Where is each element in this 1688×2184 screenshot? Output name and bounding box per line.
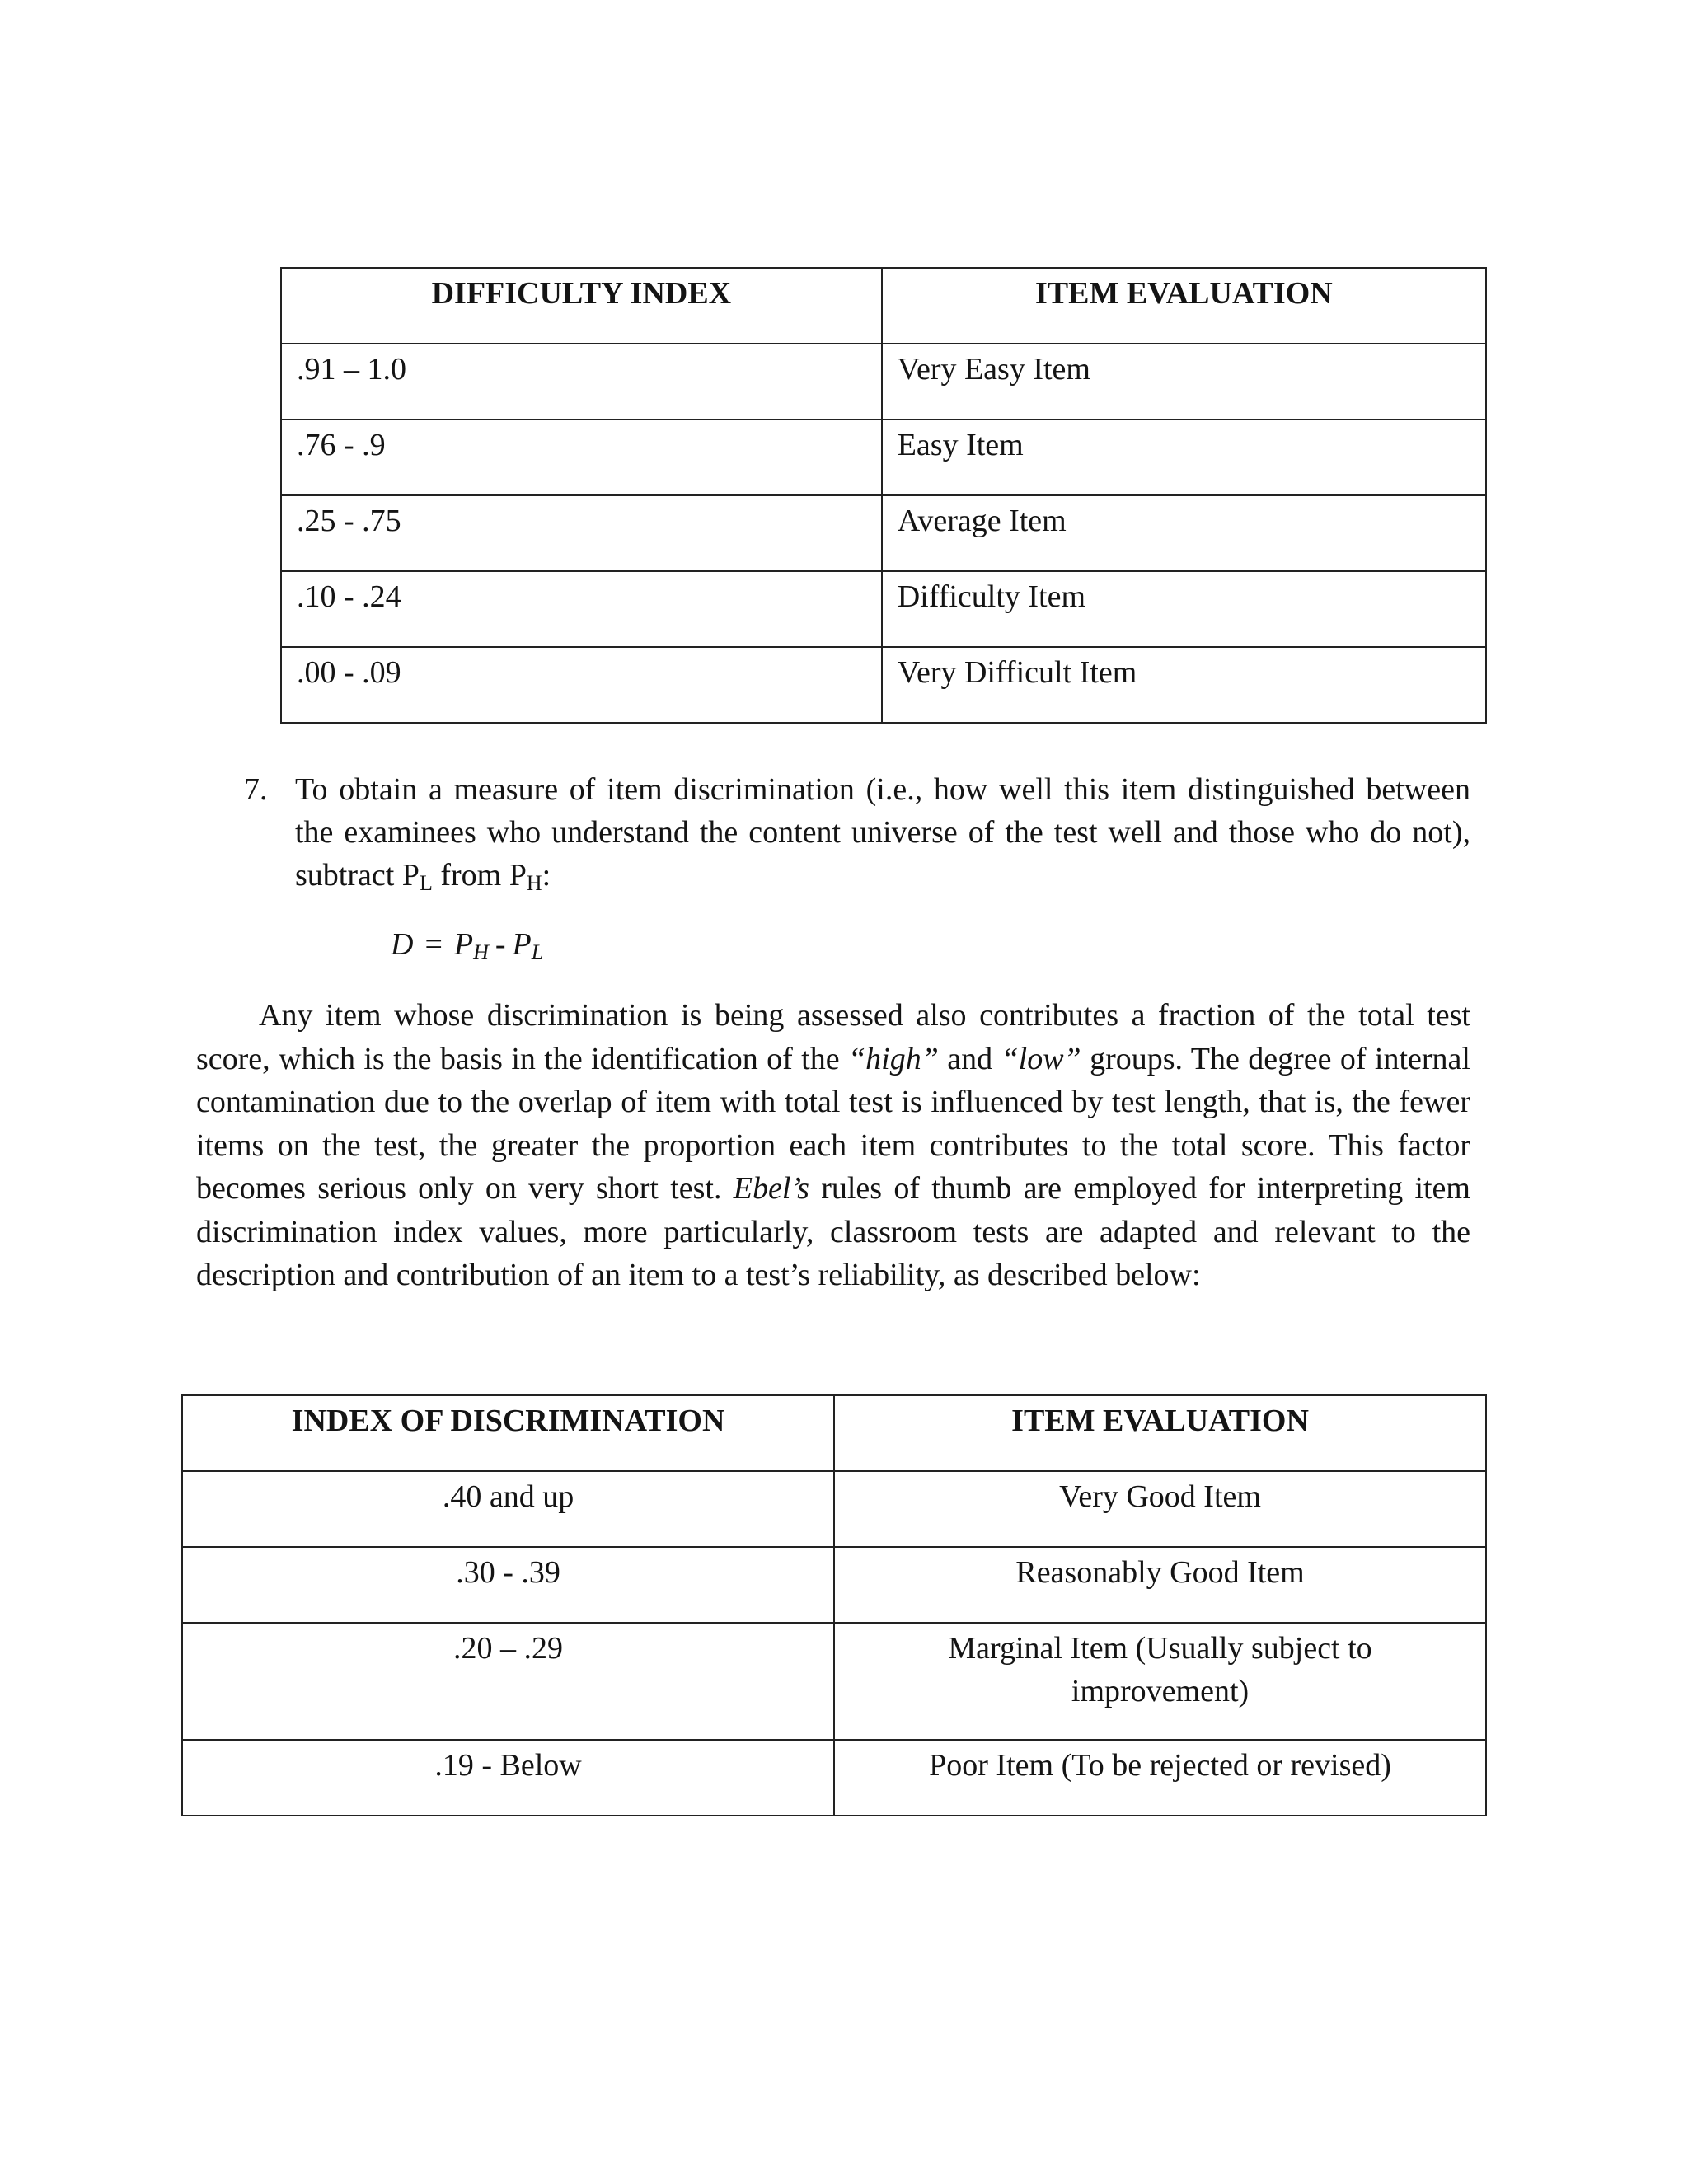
discrimination-formula [391,923,543,966]
subscript-h: H [526,871,542,895]
evaluation-cell: Reasonably Good Item [834,1547,1486,1623]
table-row [182,1740,1486,1816]
table-row [182,1547,1486,1623]
item7-text-part2: from P [432,858,527,893]
difficulty-range-cell: .76 - .9 [281,419,882,495]
formula-equals: = [424,927,443,962]
difficulty-index-table [280,267,1487,724]
evaluation-cell: Very Good Item [834,1471,1486,1547]
list-item-text [295,768,1470,897]
evaluation-cell: Easy Item [882,419,1486,495]
evaluation-cell: Very Easy Item [882,344,1486,419]
table-row [281,419,1486,495]
table-header-row [182,1395,1486,1471]
paragraph-high: “high” [848,1041,939,1076]
column-header-difficulty-index: DIFFICULTY INDEX [281,268,882,344]
table-row [182,1471,1486,1547]
difficulty-range-cell: .25 - .75 [281,495,882,571]
discrimination-range-cell: .40 and up [182,1471,834,1547]
discrimination-range-cell: .19 - Below [182,1740,834,1816]
evaluation-cell-text: Marginal Item (Usually subject to improvement) [948,1631,1372,1708]
item7-text-part1: To obtain a measure of item discrimination (i.e., how well this item distinguished between the examinees who understand the content universe of the test well and those who do not), subtract P [295,772,1470,893]
evaluation-cell: Poor Item (To be rejected or revised) [834,1740,1486,1816]
table-row [281,571,1486,647]
evaluation-cell: Average Item [882,495,1486,571]
discrimination-range-cell: .30 - .39 [182,1547,834,1623]
paragraph-low: “low” [1001,1041,1081,1076]
paragraph-part4: rules of thumb are employed for interpreting item discrimination index values, more particularly, classroom tests are adapted and relevant to the description and contribution of an item to a test’s reliability, as described below: [196,1171,1470,1292]
column-header-item-evaluation: ITEM EVALUATION [834,1395,1486,1471]
list-number: 7. [244,772,268,807]
evaluation-cell [834,1623,1486,1740]
formula-p-high: P [453,927,474,962]
discrimination-range-cell: .20 – .29 [182,1623,834,1740]
formula-sub-h: H [473,940,489,964]
item7-text-part3: : [542,858,551,893]
column-header-index-of-discrimination: INDEX OF DISCRIMINATION [182,1395,834,1471]
formula-p-low: P [512,927,532,962]
paragraph-part3: groups. The degree of internal contamination due to the overlap of item with total test is influenced by test length, that is, the fewer items on the test, the greater the proportion each item contributes to the total score. This factor becomes serious only on very short test. [196,1041,1470,1206]
table-row [281,495,1486,571]
table-row [281,647,1486,723]
evaluation-cell: Difficulty Item [882,571,1486,647]
difficulty-range-cell: .91 – 1.0 [281,344,882,419]
subscript-l: L [419,871,433,895]
formula-sub-l: L [531,940,544,964]
evaluation-cell: Very Difficult Item [882,647,1486,723]
body-paragraph [196,994,1470,1297]
paragraph-ebel: Ebel’s [733,1171,809,1206]
formula-minus: - [495,927,506,962]
formula-d: D [391,927,414,962]
difficulty-range-cell: .00 - .09 [281,647,882,723]
table-row [281,344,1486,419]
paragraph-part1: Any item whose discrimination is being assessed also contributes a fraction of the total test score, which is the basis in the identification of the [196,998,1470,1076]
discrimination-index-table [181,1394,1487,1816]
paragraph-part2: and [938,1041,1001,1076]
table-header-row [281,268,1486,344]
table-row [182,1623,1486,1740]
difficulty-range-cell: .10 - .24 [281,571,882,647]
column-header-item-evaluation: ITEM EVALUATION [882,268,1486,344]
list-item-7 [244,768,1470,897]
